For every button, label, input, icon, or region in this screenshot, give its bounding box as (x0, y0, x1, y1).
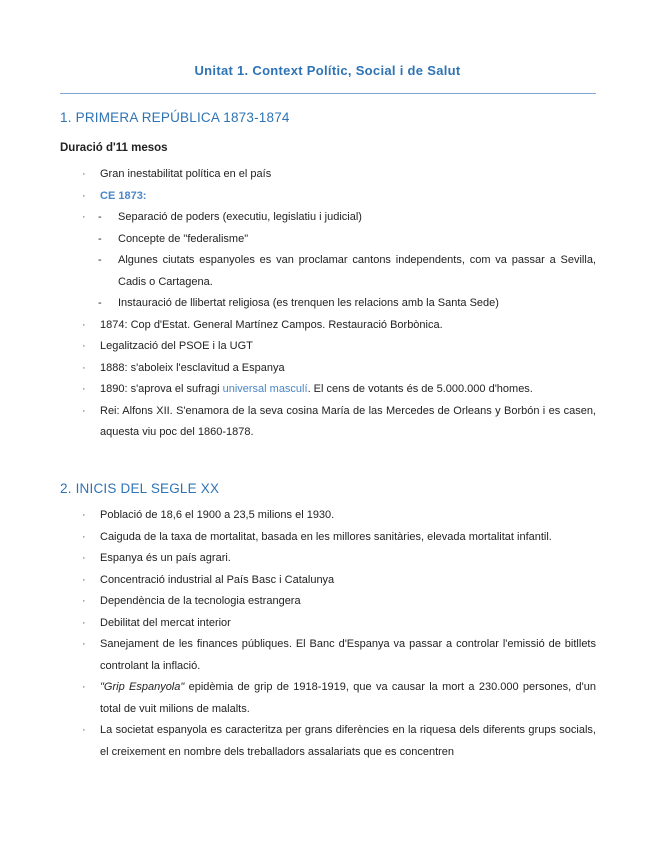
ce-1873-label: CE 1873: (100, 189, 147, 202)
sufragi-text-before: 1890: s'aprova el sufragi (100, 383, 223, 395)
section-2-list (76, 505, 596, 763)
list-item: · Gran inestabilitat política en el país (76, 164, 596, 186)
list-item: · Sanejament de les finances públiques. El Banc d'Espanya va passar a controlar l'emissió de bitllets controlant la inflació. (76, 634, 596, 677)
list-item (76, 379, 596, 401)
list-item: · Legalització del PSOE i la UGT (76, 336, 596, 358)
list-item (76, 186, 596, 208)
list-item: · 1874: Cop d'Estat. General Martínez Campos. Restauració Borbònica. (76, 315, 596, 337)
list-item: · 1888: s'aboleix l'esclavitud a Espanya (76, 358, 596, 380)
sufragi-text-after: . El cens de votants és de 5.000.000 d'homes. (307, 383, 533, 395)
list-item (76, 677, 596, 720)
list-item: · Espanya és un país agrari. (76, 548, 596, 570)
list-item: · Debilitat del mercat interior (76, 613, 596, 635)
list-item: · Població de 18,6 el 1900 a 23,5 milions el 1930. (76, 505, 596, 527)
list-item: · La societat espanyola es caracteritza per grans diferències en la riquesa dels diferents grups socials, el creixement en nombre dels treballadors assalariats que es concentren (76, 720, 596, 763)
section-1-heading: 1. PRIMERA REPÚBLICA 1873-1874 (60, 110, 290, 125)
sublist-item: - · Separació de poders (executiu, legislatiu i judicial) (96, 207, 596, 229)
section-1-list (76, 164, 596, 444)
list-item: · Rei: Alfons XII. S'enamora de la seva cosina María de las Mercedes de Orleans y Borbón i es casen, aquesta viu poc del 1860-1878. (76, 401, 596, 444)
sublist-item: - Algunes ciutats espanyoles es van proclamar cantons independents, com va passar a Sevilla, Cadis o Cartagena. (96, 250, 596, 293)
list-item: · Concentració industrial al País Basc i Catalunya (76, 570, 596, 592)
grip-text: epidèmia de grip de 1918-1919, que va causar la mort a 230.000 persones, d'un total de vuit milions de malalts. (100, 681, 597, 715)
sublist-item: - Instauració de llibertat religiosa (es trenquen les relacions amb la Santa Sede) (96, 293, 596, 315)
section-1-subheading: Duració d'11 mesos (60, 142, 168, 154)
list-item: · Dependència de la tecnologia estrangera (76, 591, 596, 613)
grip-espanyola-italic: "Grip Espanyola" (100, 681, 185, 693)
document-title: Unitat 1. Context Polític, Social i de Salut (194, 63, 461, 78)
list-item: · Caiguda de la taxa de mortalitat, basada en les millores sanitàries, elevada mortalitat infantil. (76, 527, 596, 549)
ce-sublist-container (76, 207, 596, 315)
section-2-heading: 2. INICIS DEL SEGLE XX (60, 481, 220, 496)
title-divider (60, 93, 596, 94)
ce-1873-sublist (76, 207, 596, 315)
sublist-item: - Concepte de "federalisme" (96, 229, 596, 251)
universal-masculi-highlight: universal masculí (222, 383, 308, 395)
